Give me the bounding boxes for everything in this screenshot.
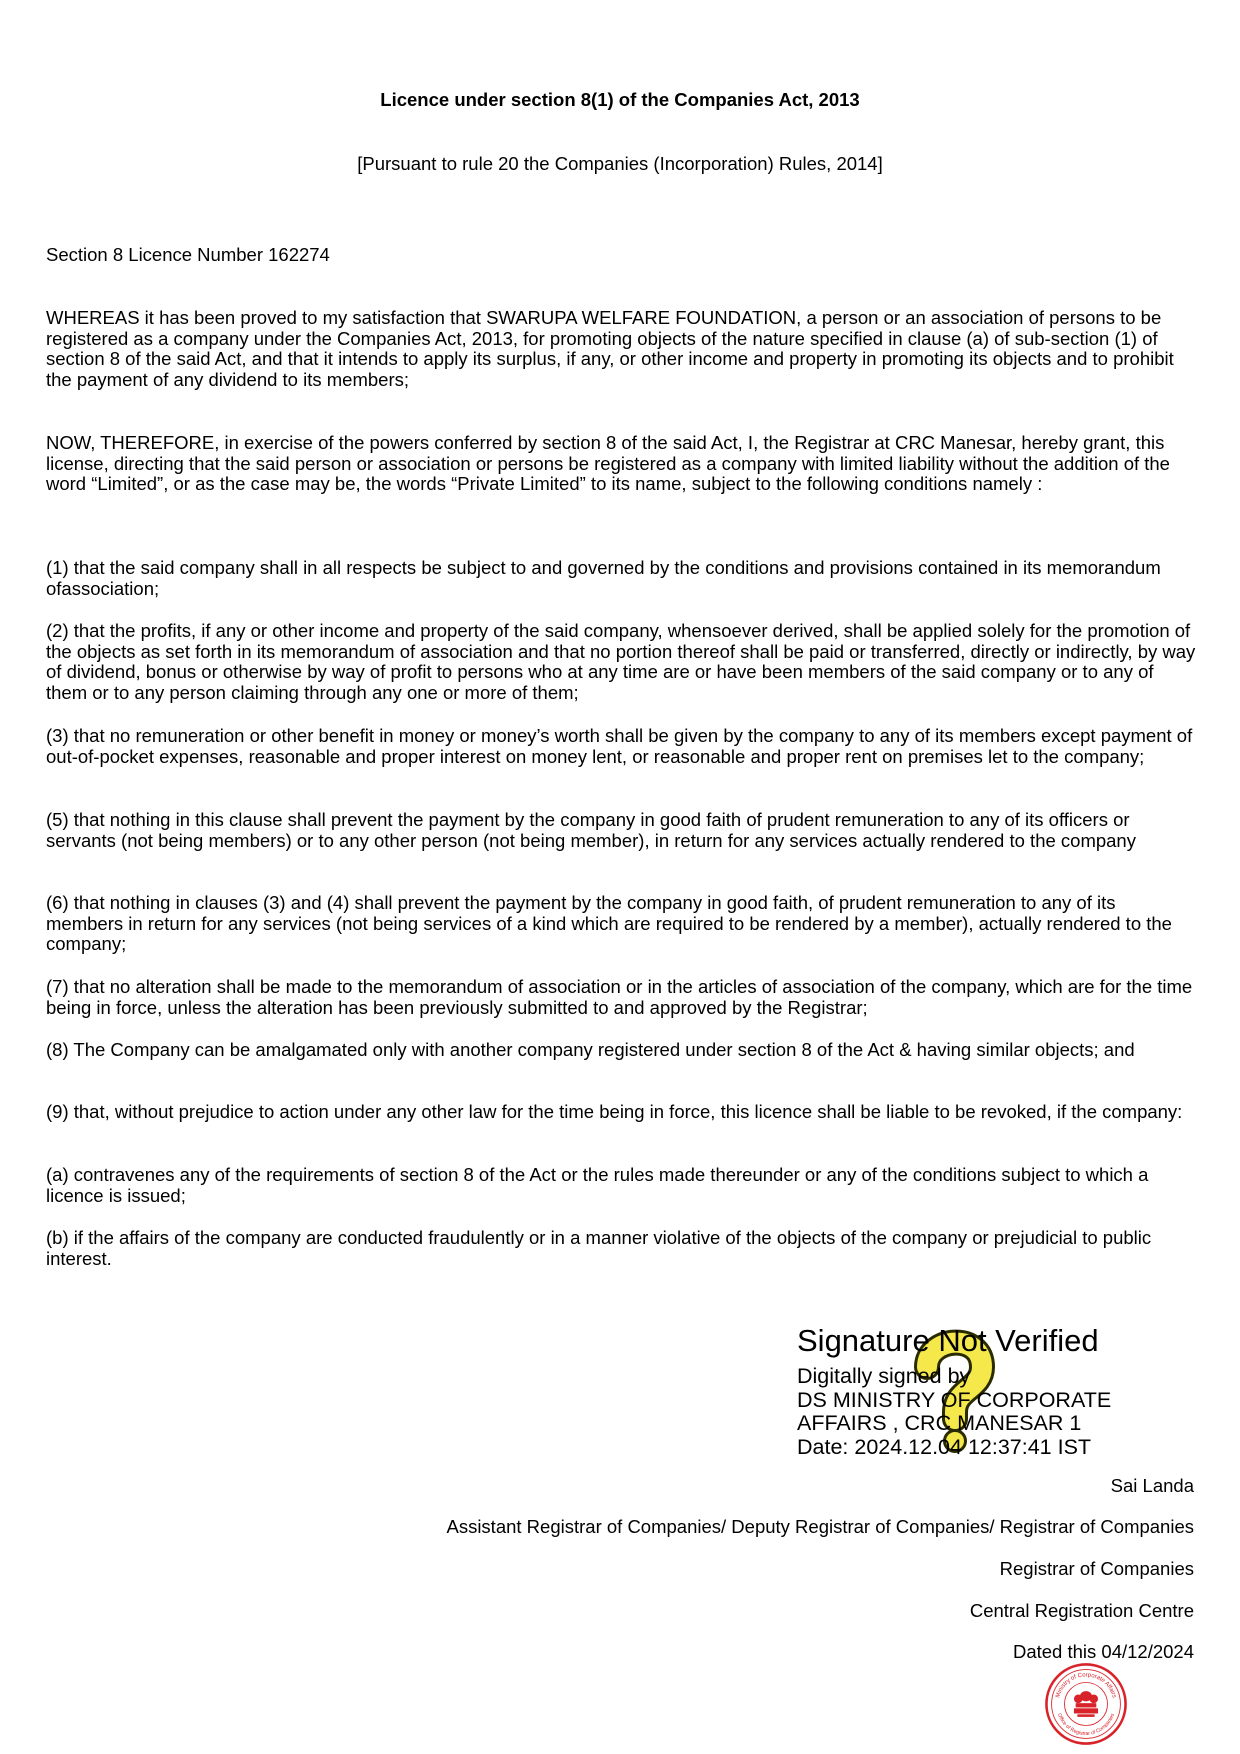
signature-details [797,1365,1197,1459]
now-therefore-paragraph: NOW, THEREFORE, in exercise of the powers conferred by section 8 of the said Act, I, the Registrar at CRC Manesar, hereby grant, this license, directing that the said person or association or persons be registered as a company with limited liability without the addition of the word “Limited”, or as the case may be, the words “Private Limited” to its name, subject to the following conditions namely : [46,432,1170,495]
document-subtitle: [Pursuant to rule 20 the Companies (Incorporation) Rules, 2014] [357,153,883,174]
svg-text:Ministry of Corporate Affairs: Ministry of Corporate Affairs [1055,1672,1117,1699]
condition-8: (8) The Company can be amalgamated only with another company registered under section 8 of the Act & having similar objects; and [46,1039,1135,1060]
signature-line: AFFAIRS , CRC MANESAR 1 [797,1411,1082,1435]
condition-b: (b) if the affairs of the company are conducted fraudulently or in a manner violative of the objects of the company or prejudicial to public interest. [46,1227,1152,1269]
condition-7: (7) that no alteration shall be made to the memorandum of association or in the articles of association of the company, which are for the time being in force, unless the alteration has been previously submitted to and approved by the Registrar; [46,976,1193,1018]
digital-signature-block[interactable] [797,1323,1197,1459]
svg-text:Office of Registrar of Compani: Office of Registrar of Companies [1056,1712,1116,1737]
dated-label: Dated this 04/12/2024 [1012,1641,1194,1662]
condition-5: (5) that nothing in this clause shall prevent the payment by the company in good faith of prudent remuneration to any of its officers or servants (not being members) or to any other person (not being member), in return for any services actually rendered to the company [46,809,1136,851]
ministry-seal-icon [1043,1661,1129,1747]
document-title: Licence under section 8(1) of the Companies Act, 2013 [380,89,860,110]
condition-1: (1) that the said company shall in all respects be subject to and governed by the conditions and provisions contained in its memorandum ofassociation; [46,557,1161,599]
centre-label: Central Registration Centre [969,1600,1194,1621]
signer-name: Sai Landa [1110,1475,1194,1496]
registrar-label: Registrar of Companies [999,1558,1194,1579]
condition-9: (9) that, without prejudice to action under any other law for the time being in force, this licence shall be liable to be revoked, if the company: [46,1101,1183,1122]
condition-6: (6) that nothing in clauses (3) and (4) shall prevent the payment by the company in good faith, of prudent remuneration to any of its members in return for any services (not being services of a kind which are required to be rendered by a member), actually rendered to the company; [46,892,1172,955]
signature-line: DS MINISTRY OF CORPORATE [797,1387,1112,1412]
signature-status: Signature Not Verified [797,1323,1099,1358]
condition-2: (2) that the profits, if any or other income and property of the said company, whensoever derived, shall be applied solely for the promotion of the objects as set forth in its memorandum of association and that no portion thereof shall be paid or transferred, directly or indirectly, by way of dividend, bonus or otherwise by way of profit to persons who at any time are or have been members of the said company or to any of them or to any person claiming through any one or more of them; [46,620,1196,704]
whereas-paragraph: WHEREAS it has been proved to my satisfaction that SWARUPA WELFARE FOUNDATION, a person or an association of persons to be registered as a company under the Companies Act, 2013, for promoting objects of the nature specified in clause (a) of sub-section (1) of section 8 of the said Act, and that it intends to apply its surplus, if any, or other income and property in promoting its objects and to prohibit the payment of any dividend to its members; [46,307,1174,391]
condition-3: (3) that no remuneration or other benefit in money or money’s worth shall be given by the company to any of its members except payment of out-of-pocket expenses, reasonable and proper interest on money lent, or reasonable and proper rent on premises let to the company; [46,725,1193,767]
signer-title: Assistant Registrar of Companies/ Deputy Registrar of Companies/ Registrar of Companies [446,1516,1194,1537]
signature-date: Date: 2024.12.04 12:37:41 IST [797,1434,1092,1459]
condition-a: (a) contravenes any of the requirements of section 8 of the Act or the rules made thereunder or any of the conditions subject to which a licence is issued; [46,1164,1149,1206]
signature-line: Digitally signed by [797,1364,971,1388]
licence-number: Section 8 Licence Number 162274 [46,244,330,265]
